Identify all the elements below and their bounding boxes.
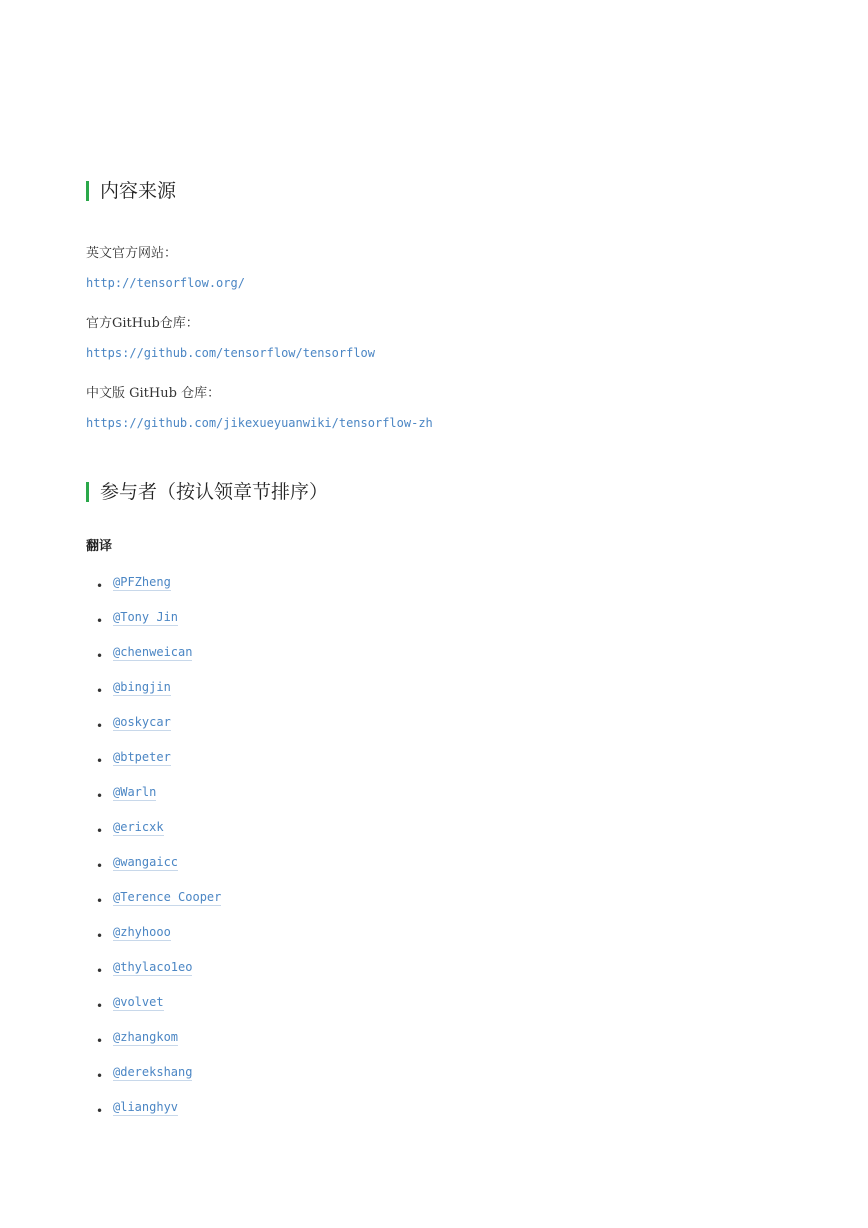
contributors-heading bbox=[86, 480, 328, 504]
contributor-link[interactable]: @oskycar bbox=[113, 715, 171, 729]
bullet: • bbox=[96, 719, 104, 733]
bullet: • bbox=[96, 579, 104, 593]
bullet: • bbox=[96, 964, 104, 978]
heading-accent-bar bbox=[86, 181, 89, 201]
contributor-link[interactable]: @bingjin bbox=[113, 680, 171, 694]
contributor-link[interactable]: @derekshang bbox=[113, 1065, 193, 1079]
contributor-link[interactable]: @PFZheng bbox=[113, 575, 171, 589]
contributor-link[interactable]: @Terence Cooper bbox=[113, 890, 222, 904]
heading-accent-bar bbox=[86, 482, 89, 502]
bullet: • bbox=[96, 789, 104, 803]
sources-heading bbox=[86, 179, 176, 203]
bullet: • bbox=[96, 684, 104, 698]
bullet: • bbox=[96, 999, 104, 1013]
bullet: • bbox=[96, 824, 104, 838]
contributor-link[interactable]: @ericxk bbox=[113, 820, 164, 834]
bullet: • bbox=[96, 929, 104, 943]
contributor-link[interactable]: @Tony Jin bbox=[113, 610, 179, 624]
source-link-github[interactable]: https://github.com/tensorflow/tensorflow bbox=[86, 346, 375, 360]
sources-heading-text: 内容来源 bbox=[100, 180, 177, 202]
contributor-link[interactable]: @lianghyv bbox=[113, 1100, 179, 1114]
bullet: • bbox=[96, 859, 104, 873]
source-label-website: 英文官方网站： bbox=[86, 246, 178, 261]
bullet: • bbox=[96, 894, 104, 908]
source-label-github: 官方GitHub仓库： bbox=[86, 316, 199, 331]
contributor-link[interactable]: @zhangkom bbox=[113, 1030, 179, 1044]
contributor-link[interactable]: @volvet bbox=[113, 995, 164, 1009]
bullet: • bbox=[96, 614, 104, 628]
source-link-website[interactable]: http://tensorflow.org/ bbox=[86, 276, 245, 290]
contributor-link[interactable]: @wangaicc bbox=[113, 855, 179, 869]
contributor-link[interactable]: @btpeter bbox=[113, 750, 171, 764]
source-link-zh-github[interactable]: https://github.com/jikexueyuanwiki/tensorflow-zh bbox=[86, 416, 433, 430]
bullet: • bbox=[96, 754, 104, 768]
bullet: • bbox=[96, 1069, 104, 1083]
contributor-link[interactable]: @zhyhooo bbox=[113, 925, 171, 939]
bullet: • bbox=[96, 1104, 104, 1118]
contributors-heading-text: 参与者（按认领章节排序） bbox=[100, 481, 329, 503]
source-label-zh-github: 中文版 GitHub 仓库： bbox=[86, 386, 221, 401]
contributor-link[interactable]: @chenweican bbox=[113, 645, 193, 659]
bullet: • bbox=[96, 1034, 104, 1048]
contributor-link[interactable]: @thylaco1eo bbox=[113, 960, 193, 974]
bullet: • bbox=[96, 649, 104, 663]
contributor-link[interactable]: @Warln bbox=[113, 785, 157, 799]
translators-subheading: 翻译 bbox=[86, 539, 113, 554]
